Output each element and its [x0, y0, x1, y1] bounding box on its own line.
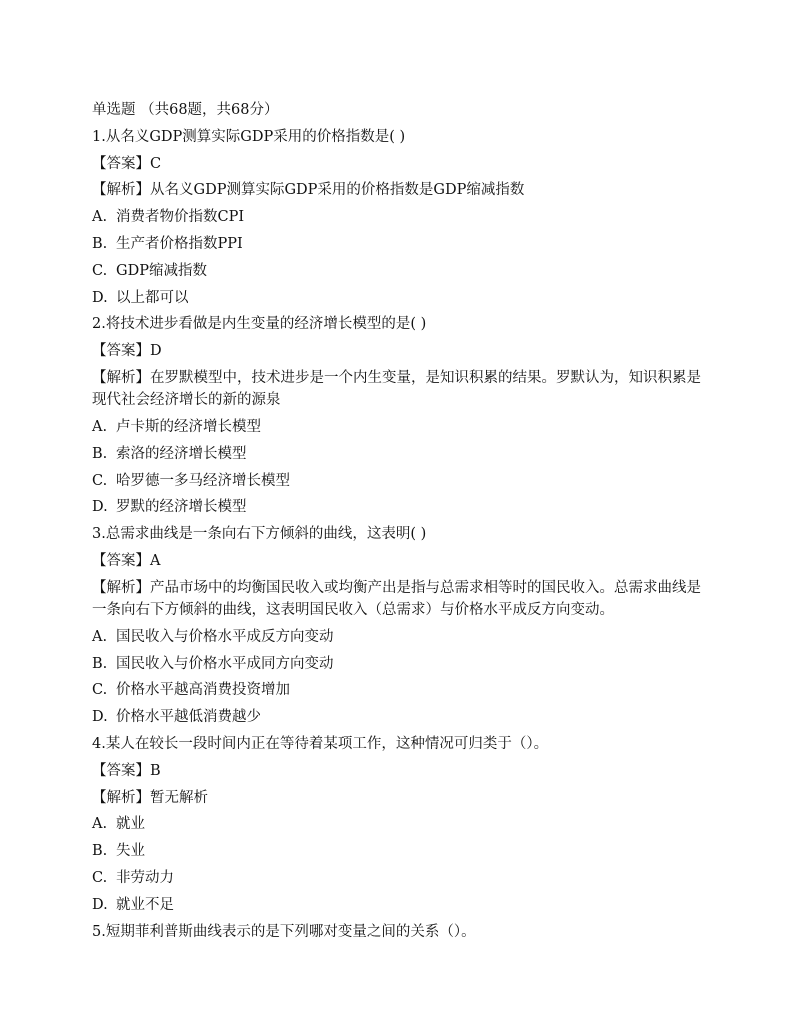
- analysis-line-2: [92, 365, 707, 414]
- option-3d: D. 价格水平越低消费越少: [92, 709, 261, 726]
- answer-line-4: [92, 758, 712, 785]
- answer-tag: 【答案】: [92, 155, 150, 172]
- option-2d: D. 罗默的经济增长模型: [92, 499, 247, 516]
- analysis-text-4: 暂无解析: [150, 789, 208, 806]
- answer-line-3: [92, 548, 712, 575]
- answer-value-1: C: [150, 155, 162, 172]
- question-stem-1: 1.从名义GDP测算实际GDP采用的价格指数是( ): [92, 128, 406, 145]
- answer-tag: 【答案】: [92, 552, 150, 569]
- analysis-tag: 【解析】: [92, 182, 150, 199]
- option-4c: C. 非劳动力: [92, 869, 174, 886]
- option-3a: A. 国民收入与价格水平成反方向变动: [92, 628, 334, 645]
- question-stem-3: 3.总需求曲线是一条向右下方倾斜的曲线，这表明( ): [92, 526, 427, 543]
- option-4d: D. 就业不足: [92, 896, 174, 913]
- question-stem-2: 2.将技术进步看做是内生变量的经济增长模型的是( ): [92, 316, 427, 333]
- option-2b: B. 索洛的经济增长模型: [92, 445, 247, 462]
- answer-line-1: [92, 151, 712, 178]
- question-stem-5: 5.短期菲利普斯曲线表示的是下列哪对变量之间的关系（）。: [92, 923, 476, 940]
- analysis-tag: 【解析】: [92, 579, 150, 596]
- exam-document: [92, 97, 712, 945]
- question-stem-4: 4.某人在较长一段时间内正在等待着某项工作，这种情况可归类于（）。: [92, 735, 549, 752]
- option-3b: B. 国民收入与价格水平成同方向变动: [92, 655, 334, 672]
- option-1b: B. 生产者价格指数PPI: [92, 235, 243, 252]
- option-1d: D. 以上都可以: [92, 289, 189, 306]
- analysis-text-2: 在罗默模型中，技术进步是一个内生变量，是知识积累的结果。罗默认为，知识积累是现代社会经济增长的新的源泉: [92, 369, 701, 408]
- answer-value-3: A: [150, 552, 161, 569]
- option-2a: A. 卢卡斯的经济增长模型: [92, 418, 261, 435]
- analysis-tag: 【解析】: [92, 369, 150, 386]
- option-2c: C. 哈罗德一多马经济增长模型: [92, 472, 290, 489]
- analysis-text-3: 产品市场中的均衡国民收入或均衡产出是指与总需求相等时的国民收入。总需求曲线是一条向右下方倾斜的曲线，这表明国民收入（总需求）与价格水平成反方向变动。: [92, 579, 701, 618]
- answer-value-2: D: [150, 343, 162, 360]
- analysis-line-3: [92, 575, 707, 624]
- analysis-line-1: [92, 177, 712, 204]
- answer-tag: 【答案】: [92, 343, 150, 360]
- answer-line-2: [92, 338, 712, 365]
- analysis-tag: 【解析】: [92, 789, 150, 806]
- answer-tag: 【答案】: [92, 762, 150, 779]
- analysis-line-4: [92, 785, 712, 812]
- option-1a: A. 消费者物价指数CPI: [92, 209, 245, 226]
- option-4b: B. 失业: [92, 843, 145, 860]
- answer-value-4: B: [150, 762, 161, 779]
- option-4a: A. 就业: [92, 816, 145, 833]
- option-3c: C. 价格水平越高消费投资增加: [92, 682, 290, 699]
- analysis-text-1: 从名义GDP测算实际GDP采用的价格指数是GDP缩减指数: [150, 182, 525, 199]
- section-title: 单选题 （共68题，共68分）: [92, 102, 279, 118]
- option-1c: C. GDP缩减指数: [92, 262, 207, 279]
